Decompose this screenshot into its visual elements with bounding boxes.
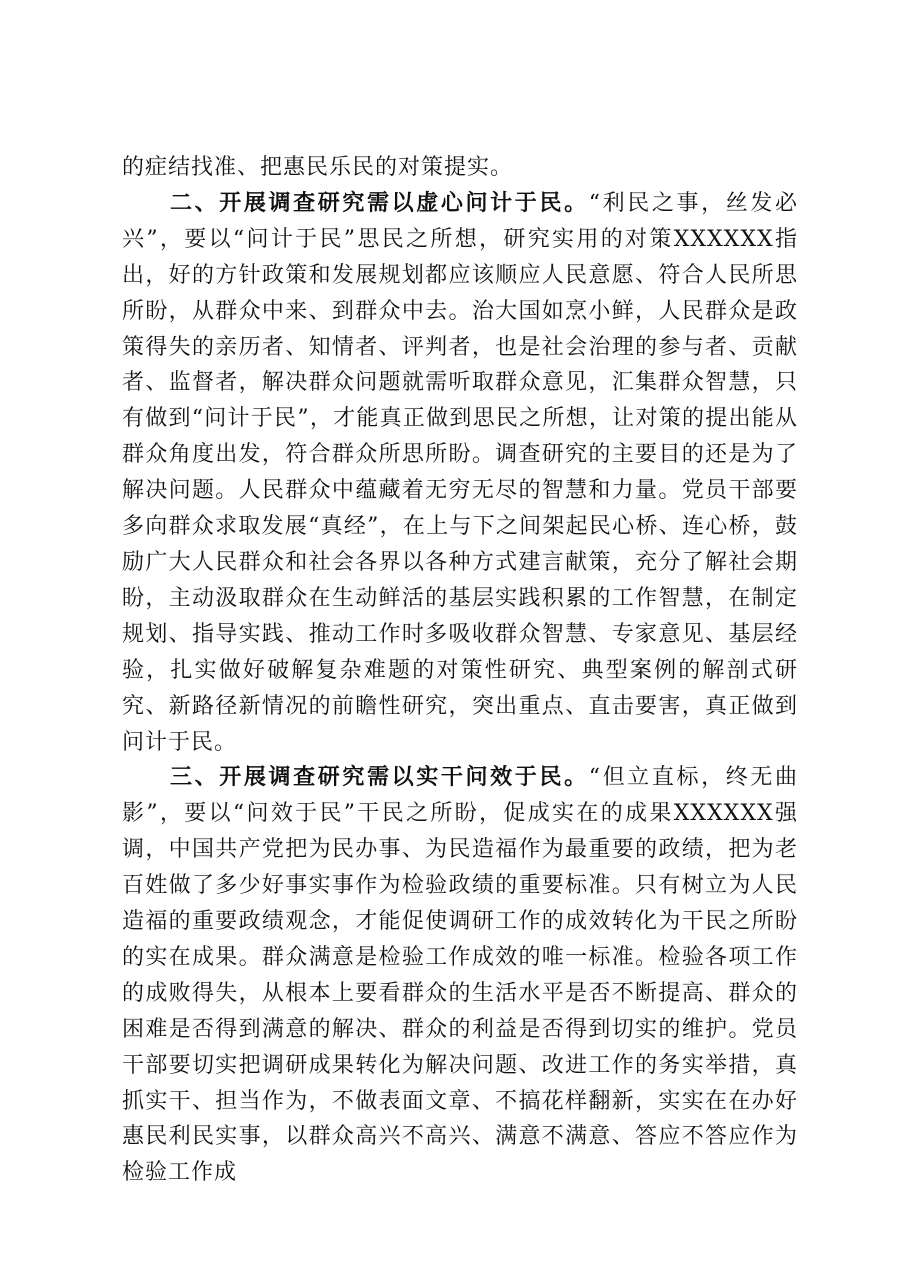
section-heading-3: 三、开展调查研究需以实干问效于民。	[170, 765, 589, 791]
section-heading-2: 二、开展调查研究需以虚心问计于民。	[170, 190, 589, 216]
paragraph-text: 的症结找准、把惠民乐民的对策提实。	[122, 155, 514, 180]
paragraph-continuation	[122, 150, 798, 186]
paragraph-section-3	[122, 760, 798, 1191]
document-body	[122, 150, 798, 1191]
section-body-2: “利民之事，丝发必兴”，要以“问计于民”思民之所想，研究实用的对策XXXXXX指出，好的方针政策和发展规划都应该顺应人民意愿、符合人民所思所盼，从群众中来、到群众中去。治大国如烹小鲜，人民群众是政策得失的亲历者、知情者、评判者，也是社会治理的参与者、贡献者、监督者，解决群众问题就需听取群众意见，汇集群众智慧，只有做到“问计于民”，才能真正做到思民之所想，让对策的提出能从群众角度出发，符合群众所思所盼。调查研究的主要目的还是为了解决问题。人民群众中蕴藏着无穷无尽的智慧和力量。党员干部要多向群众求取发展“真经”，在上与下之间架起民心桥、连心桥，鼓励广大人民群众和社会各界以各种方式建言献策，充分了解社会期盼，主动汲取群众在生动鲜活的基层实践积累的工作智慧，在制定规划、指导实践、推动工作时多吸收群众智慧、专家意见、基层经验，扎实做好破解复杂难题的对策性研究、典型案例的解剖式研究、新路径新情况的前瞻性研究，突出重点、直击要害，真正做到问计于民。	[122, 190, 798, 755]
section-body-3: “但立直标，终无曲影”，要以“问效于民”干民之所盼，促成实在的成果XXXXXX强调，中国共产党把为民办事、为民造福作为最重要的政绩，把为老百姓做了多少好事实事作为检验政绩的重要标准。只有树立为人民造福的重要政绩观念，才能促使调研工作的成效转化为干民之所盼的实在成果。群众满意是检验工作成效的唯一标准。检验各项工作的成败得失，从根本上要看群众的生活水平是否不断提高、群众的困难是否得到满意的解决、群众的利益是否得到切实的维护。党员干部要切实把调研成果转化为解决问题、改进工作的务实举措，真抓实干、担当作为，不做表面文章、不搞花样翻新，实实在在办好惠民利民实事，以群众高兴不高兴、满意不满意、答应不答应作为检验工作成	[122, 765, 798, 1186]
paragraph-section-2	[122, 186, 798, 761]
